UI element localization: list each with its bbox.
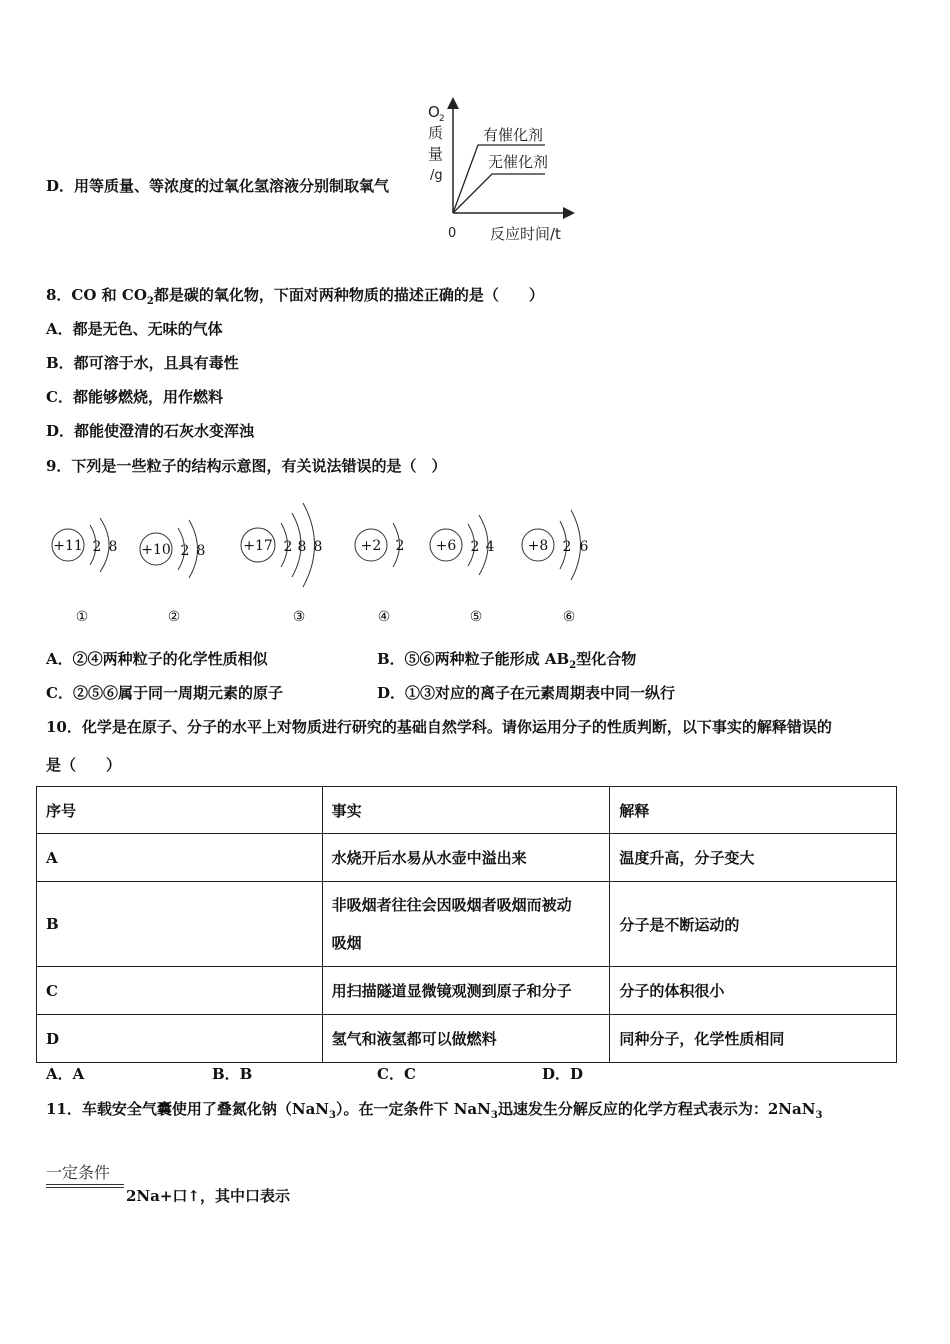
particle-3-index: ③ <box>292 609 306 625</box>
q11-sub2: 3 <box>490 1110 498 1121</box>
q11-stem-c: 迅速发生分解反应的化学方程式表示为：2NaN <box>497 1100 816 1118</box>
curve-catalyst-label: 有催化剂 <box>483 126 544 144</box>
q8-stem-sub: 2 <box>146 296 154 307</box>
particle-4-nucleus: +2 <box>360 538 382 554</box>
q7-oxygen-graph <box>420 95 590 255</box>
curve-no-catalyst-label: 无催化剂 <box>488 153 549 171</box>
particle-1-shell-1: 2 <box>92 539 102 555</box>
row-d-fact: 氢气和液氢都可以做燃料 <box>322 1015 610 1063</box>
q11-product: 2Na+口↑，其中口表示 <box>126 1187 291 1205</box>
row-b-fact <box>322 882 610 967</box>
q7-option-d: D．用等质量、等浓度的过氧化氢溶液分别制取氧气 <box>46 177 390 195</box>
q10-table <box>36 786 897 1063</box>
row-c-fact: 用扫描隧道显微镜观测到原子和分子 <box>322 967 610 1015</box>
row-c-id: C <box>37 967 323 1015</box>
q11-sub1: 3 <box>329 1110 336 1121</box>
table-row <box>37 1015 897 1063</box>
x-axis-label: 反应时间/t <box>490 225 561 243</box>
header-index: 序号 <box>37 787 323 834</box>
particle-6-nucleus: +8 <box>527 538 549 554</box>
q10-stem-line2: 是（ ） <box>46 756 122 774</box>
particle-6-shell-2: 6 <box>579 539 589 555</box>
reaction-condition: 一定条件 <box>46 1163 111 1182</box>
particle-5-nucleus: +6 <box>435 538 457 554</box>
particle-2-nucleus: +10 <box>141 542 171 558</box>
q8-stem-post: 都是碳的氧化物，下面对两种物质的描述正确的是（ ） <box>153 286 544 304</box>
row-d-explanation: 同种分子，化学性质相同 <box>610 1015 897 1063</box>
particle-5-shell-1: 2 <box>470 539 480 555</box>
row-c-explanation: 分子的体积很小 <box>610 967 897 1015</box>
particle-3-shell-2: 8 <box>297 539 307 555</box>
q11-sub3: 3 <box>815 1110 823 1121</box>
particle-3-shell-3: 8 <box>313 539 323 555</box>
particle-5-shell-2: 4 <box>485 539 495 555</box>
particle-1-index: ① <box>75 609 89 625</box>
row-a-fact: 水烧开后水易从水壶中溢出来 <box>322 834 610 882</box>
q9-option-b-sub: 2 <box>569 660 577 671</box>
q8-option-c: C．都能够燃烧，用作燃料 <box>46 388 223 406</box>
q8-option-b: B．都可溶于水，且具有毒性 <box>46 354 239 372</box>
particle-4-index: ④ <box>377 609 391 625</box>
particle-2-index: ② <box>167 609 181 625</box>
q8-stem-pre: 8．CO 和 CO <box>46 286 147 304</box>
q9-option-d: D．①③对应的离子在元素周期表中同一纵行 <box>377 684 676 702</box>
row-b-explanation: 分子是不断运动的 <box>610 882 897 967</box>
particle-1-shell-2: 8 <box>108 539 118 555</box>
reaction-equals-sign <box>46 1184 124 1188</box>
q8-stem <box>46 285 544 312</box>
particle-3-nucleus: +17 <box>243 538 273 554</box>
q10-answer-a: A．A <box>46 1065 85 1083</box>
q11-stem <box>46 1099 822 1126</box>
row-b-id: B <box>37 882 323 967</box>
particle-4-shell-1: 2 <box>395 538 405 554</box>
q10-answer-d: D．D <box>542 1065 584 1083</box>
particle-2-shell-1: 2 <box>180 543 190 559</box>
q8-option-d: D．都能使澄清的石灰水变浑浊 <box>46 422 255 440</box>
q9-stem: 9．下列是一些粒子的结构示意图，有关说法错误的是（ ） <box>46 457 447 475</box>
origin-label: 0 <box>448 226 457 241</box>
table-row <box>37 834 897 882</box>
particle-6-shell-1: 2 <box>562 539 572 555</box>
q8-option-a: A．都是无色、无味的气体 <box>46 320 223 338</box>
table-row <box>37 882 897 967</box>
table-row <box>37 967 897 1015</box>
q9-option-b <box>377 649 636 676</box>
q9-option-c: C．②⑤⑥属于同一周期元素的原子 <box>46 684 283 702</box>
row-a-id: A <box>37 834 323 882</box>
q9-option-a: A．②④两种粒子的化学性质相似 <box>46 650 268 668</box>
particle-6-index: ⑥ <box>562 609 576 625</box>
q11-stem-a: 11．车载安全气囊使用了叠氮化钠（NaN <box>46 1100 330 1118</box>
row-d-id: D <box>37 1015 323 1063</box>
q9-atom-diagrams <box>40 488 610 633</box>
particle-1-nucleus: +11 <box>53 538 83 554</box>
particle-3-shell-1: 2 <box>283 539 293 555</box>
y-label-unit: /g <box>430 168 443 183</box>
y-label-char-2: 量 <box>428 145 444 163</box>
q10-answer-b: B．B <box>212 1065 253 1083</box>
q10-answer-c: C．C <box>377 1065 416 1083</box>
row-a-explanation: 温度升高，分子变大 <box>610 834 897 882</box>
row-b-fact-line1: 非吸烟者往往会因吸烟者吸烟而被动 <box>331 896 572 914</box>
header-fact: 事实 <box>322 787 610 834</box>
table-header-row <box>37 787 897 834</box>
q9-option-b-post: 型化合物 <box>576 650 637 668</box>
header-explanation: 解释 <box>610 787 897 834</box>
y-label-o-sub: 2 <box>439 114 445 124</box>
particle-5-index: ⑤ <box>469 609 483 625</box>
y-label-char-1: 质 <box>428 124 444 142</box>
curve-no-catalyst <box>453 174 545 213</box>
y-label-o: O <box>428 103 440 121</box>
row-b-fact-line2: 吸烟 <box>331 934 362 952</box>
particle-2-shell-2: 8 <box>196 543 206 559</box>
q11-stem-b: ）。在一定条件下 NaN <box>336 1100 491 1118</box>
q9-option-b-pre: B．⑤⑥两种粒子能形成 AB <box>377 650 570 668</box>
q10-stem-line1: 10．化学是在原子、分子的水平上对物质进行研究的基础自然学科。请你运用分子的性质判断，以下事实的解释错误的 <box>46 718 832 736</box>
